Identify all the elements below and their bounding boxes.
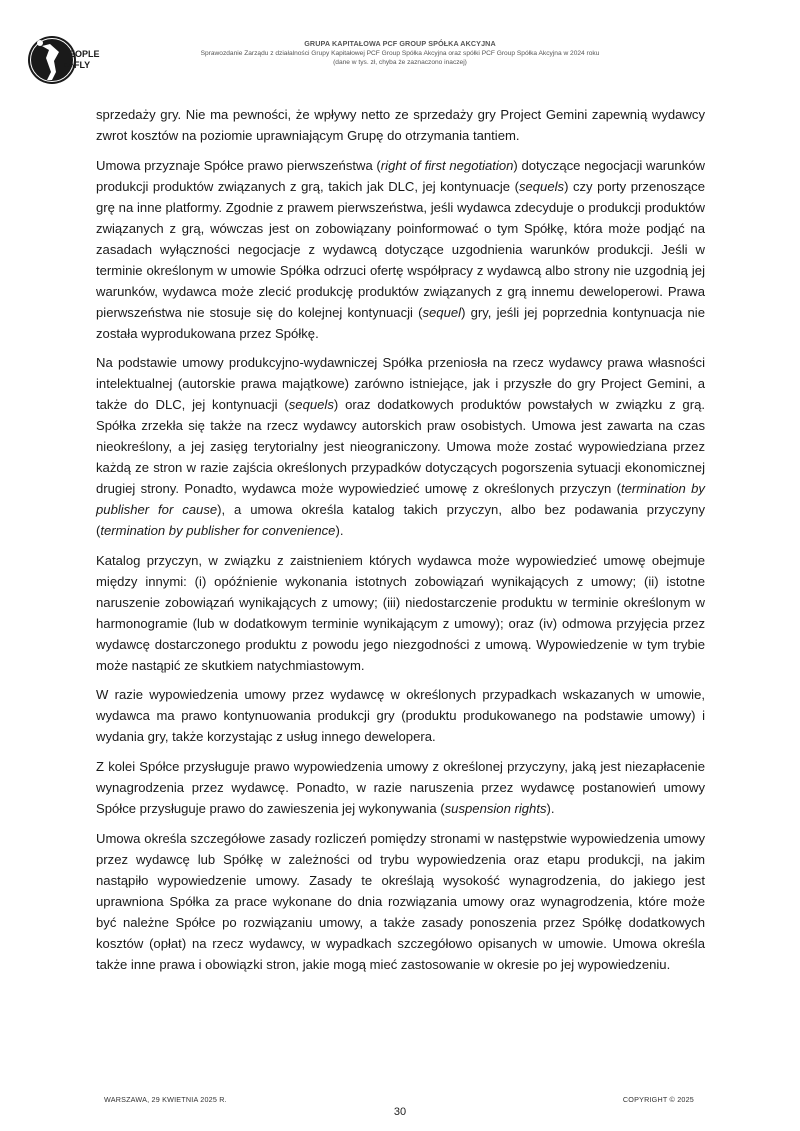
italic-term: termination by publisher for convenience xyxy=(100,523,336,539)
document-body xyxy=(96,104,705,983)
paragraph-1: sprzedaży gry. Nie ma pewności, że wpływy netto ze sprzedaży gry Project Gemini zapewnią wydawcy zwrot kosztów na poziomie uprawniającym Grupę do otrzymania tantiem. xyxy=(96,107,705,143)
italic-term: sequels xyxy=(518,178,565,194)
italic-term: sequel xyxy=(422,304,462,320)
paragraph-6: Z kolei Spółce przysługuje prawo wypowiedzenia umowy z określonej przyczyny, jaką jest niezapłacenie wynagrodzenia przez wydawcę. Ponadto, w razie naruszenia przez wydawcę postanowień umowy Spółce przysługuje prawo do zawieszenia jej wykonywania (suspension rights). xyxy=(96,758,705,816)
report-units-note: (dane w tys. zł, chyba że zaznaczono inaczej) xyxy=(333,59,467,66)
svg-text:CAN: CAN xyxy=(64,63,75,69)
footer-place-date: WARSZAWA, 29 KWIETNIA 2025 R. xyxy=(104,1095,227,1104)
italic-term: sequels xyxy=(288,397,334,413)
page-number: 30 xyxy=(393,1106,407,1118)
people-can-fly-logo xyxy=(26,28,100,92)
italic-term: termination by publisher for cause xyxy=(96,481,705,518)
paragraph-3: Na podstawie umowy produkcyjno-wydawniczej Spółka przeniosła na rzecz wydawcy prawa własności intelektualnej (autorskie prawa majątkowe) zarówno istniejące, jak i przyszłe do gry Project Gemini, a także do DLC, jej kontynuacji (sequels) oraz dodatkowych produktów powstałych w związku z grą. Spółka zrzekła się także na rzecz wydawcy autorskich praw osobistych. Umowa jest zawarta na czas nieokreślony, a jej zasięg terytorialny jest nieograniczony. Umowa może zostać wypowiedziana przez każdą ze stron w razie zajścia określonych przypadków dotyczących pogorszenia sytuacji ekonomicznej drugiej strony. Ponadto, wydawca może wypowiedzieć umowę z określonych przyczyn (termination by publisher for cause), a umowa określa katalog takich przyczyn, albo bez podawania przyczyny (termination by publisher for convenience). xyxy=(96,355,705,539)
report-subtitle: Sprawozdanie Zarządu z działalności Grupy Kapitałowej PCF Group Spółka Akcyjna oraz spółki PCF Group Spółka Akcyjna w 2024 roku xyxy=(200,50,600,57)
paragraph-4: Katalog przyczyn, w związku z zaistnieniem których wydawca może wypowiedzieć umowę obejmuje między innymi: (i) opóźnienie wykonania istotnych zobowiązań wynikających z umowy; (ii) istotne naruszenie zobowiązań wynikających z umowy; (iii) niedostarczenie produktu w terminie określonym w harmonogramie (lub w dodatkowym terminie wynikającym z umowy); oraz (iv) odmowa przyjęcia przez wydawcę dostarczonego produktu z powodu jego niezgodności z umową. Wypowiedzenie w tym trybie może nastąpić ze skutkiem natychmiastowym. xyxy=(96,552,705,673)
italic-term: right of first negotiation xyxy=(380,157,514,173)
footer-copyright: COPYRIGHT © 2025 xyxy=(622,1095,694,1104)
paragraph-7: Umowa określa szczegółowe zasady rozliczeń pomiędzy stronami w następstwie wypowiedzenia umowy przez wydawcę lub Spółkę w zależności od trybu wypowiedzenia oraz etapu produkcji, na jakim nastąpiło wypowiedzenie umowy. Zasady te określają wysokość wynagrodzenia, do jakiego jest uprawniona Spółka za prace wykonane do dnia rozwiązania umowy oraz wynagrodzenia, które może być należne Spółce po rozwiązaniu umowy, a także zasady ponoszenia przez Spółkę dodatkowych kosztów (opłat) na rzecz wydawcy, w wypadkach szczegółowo opisanych w umowie. Umowa określa także inne prawa i obowiązki stron, jakie mogą mieć zastosowanie w okresie po jej wypowiedzeniu. xyxy=(96,830,705,972)
italic-term: suspension rights xyxy=(444,800,547,816)
paragraph-5: W razie wypowiedzenia umowy przez wydawcę w określonych przypadkach wskazanych w umowie, wydawca ma prawo kontynuowania produkcji gry (produktu produkowanego na podstawie umowy) i wydania gry, także korzystając z usług innego dewelopera. xyxy=(96,687,705,745)
svg-text:FLY: FLY xyxy=(74,60,91,70)
svg-text:PEOPLE: PEOPLE xyxy=(63,49,100,59)
report-group-title: GRUPA KAPITAŁOWA PCF GROUP SPÓŁKA AKCYJNA xyxy=(304,39,496,48)
paragraph-2: Umowa przyznaje Spółce prawo pierwszeństwa (right of first negotiation) dotyczące negocjacji warunków produkcji produktów związanych z grą, takich jak DLC, jej kontynuacje (sequels) czy porty przenoszące grę na inne platformy. Zgodnie z prawem pierwszeństwa, jeśli wydawca zdecyduje o produkcji produktów związanych z grą, wówczas jest on zobowiązany poinformować o tym Spółkę, która może podjąć na zasadach wyłączności negocjacje z wydawcą dotyczące uzgodnienia warunków produkcji. Jeśli w terminie określonym w umowie Spółka odrzuci ofertę współpracy z wydawcą albo strony nie uzgodnią jej warunków, wydawca może zlecić produkcję produktów związanych z grą innemu deweloperowi. Prawa pierwszeństwa nie stosuje się do kolejnej kontynuacji (sequel) gry, jeśli jej poprzednia kontynuacja nie została wyprodukowana przez Spółkę. xyxy=(96,157,705,341)
